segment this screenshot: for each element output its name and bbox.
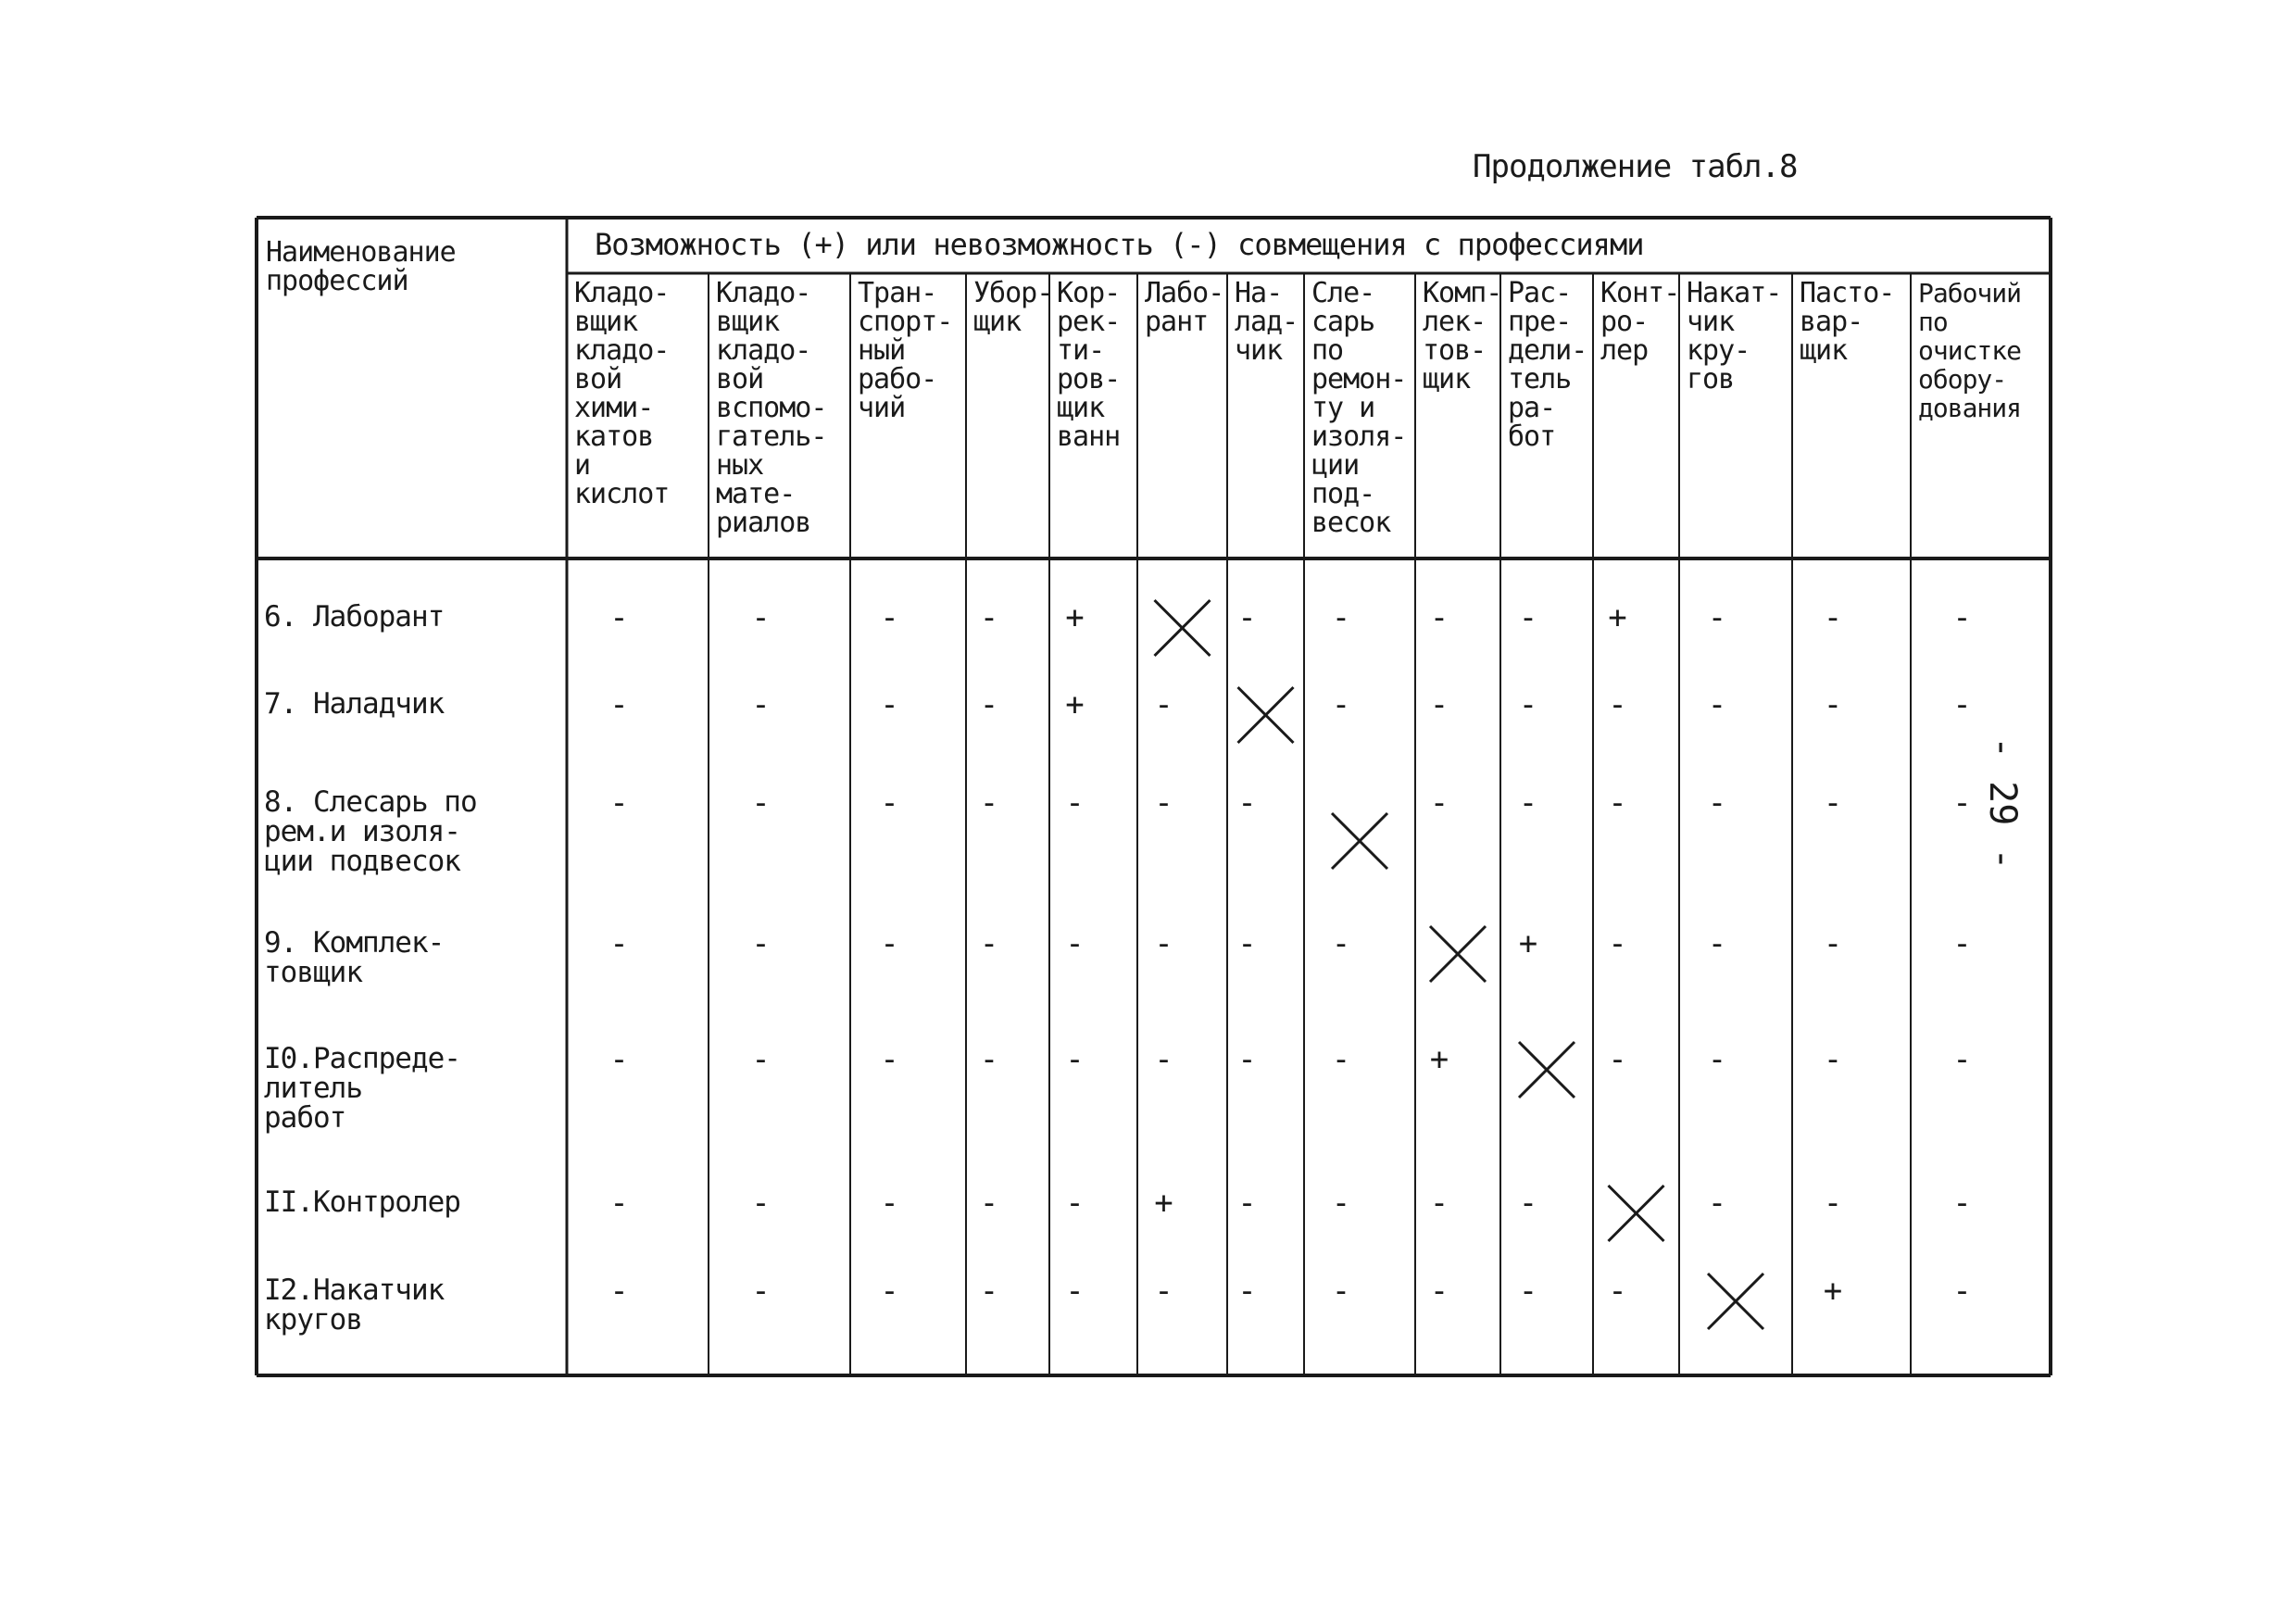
- minus-mark: -: [880, 599, 899, 636]
- minus-mark: -: [1331, 1273, 1351, 1310]
- minus-mark: -: [1518, 1273, 1538, 1310]
- minus-mark: -: [1707, 599, 1727, 636]
- first-column-header: Наименование профессий: [266, 236, 456, 297]
- row-label: 9. Комплек- товщик: [264, 926, 445, 989]
- plus-mark: +: [1823, 1273, 1843, 1310]
- plus-mark: +: [1608, 599, 1627, 636]
- minus-mark: -: [751, 784, 771, 822]
- minus-mark: -: [1952, 1041, 1972, 1078]
- minus-mark: -: [979, 686, 999, 723]
- plus-mark: +: [1065, 599, 1085, 636]
- minus-mark: -: [609, 686, 629, 723]
- minus-mark: -: [880, 686, 899, 723]
- plus-mark: +: [1154, 1185, 1173, 1222]
- column-header: Накат- чик кру- гов: [1687, 277, 1782, 395]
- minus-mark: -: [1065, 1185, 1085, 1222]
- minus-mark: -: [1608, 686, 1627, 723]
- row-label: I0.Распреде- литель работ: [264, 1042, 460, 1135]
- minus-mark: -: [880, 925, 899, 962]
- minus-mark: -: [609, 1273, 629, 1310]
- minus-mark: -: [1154, 686, 1173, 723]
- minus-mark: -: [1608, 925, 1627, 962]
- column-header: Рабочий по очистке обору- дования: [1918, 278, 2022, 423]
- column-header: Лабо- рант: [1145, 277, 1224, 338]
- minus-mark: -: [1518, 686, 1538, 723]
- minus-mark: -: [751, 1185, 771, 1222]
- minus-mark: -: [1608, 1041, 1627, 1078]
- row-label: 7. Наладчик: [264, 687, 445, 721]
- minus-mark: -: [1707, 784, 1727, 822]
- minus-mark: -: [1823, 599, 1843, 636]
- minus-mark: -: [1823, 1041, 1843, 1078]
- column-header: Рас- пре- дели- тель ра- бот: [1508, 277, 1587, 453]
- row-label: II.Контролер: [264, 1186, 460, 1219]
- self-cross-mark: [1430, 926, 1486, 982]
- minus-mark: -: [1237, 925, 1257, 962]
- minus-mark: -: [609, 1185, 629, 1222]
- minus-mark: -: [880, 784, 899, 822]
- minus-mark: -: [1154, 925, 1173, 962]
- minus-mark: -: [1429, 784, 1449, 822]
- minus-mark: -: [1518, 784, 1538, 822]
- minus-mark: -: [1331, 1041, 1351, 1078]
- minus-mark: -: [1331, 599, 1351, 636]
- column-header: Убор- щик: [973, 277, 1053, 338]
- minus-mark: -: [609, 1041, 629, 1078]
- minus-mark: -: [751, 925, 771, 962]
- minus-mark: -: [1429, 1185, 1449, 1222]
- minus-mark: -: [979, 925, 999, 962]
- minus-mark: -: [979, 784, 999, 822]
- minus-mark: -: [751, 599, 771, 636]
- minus-mark: -: [1065, 1273, 1085, 1310]
- minus-mark: -: [979, 1041, 999, 1078]
- minus-mark: -: [1823, 784, 1843, 822]
- self-cross-mark: [1519, 1042, 1575, 1098]
- plus-mark: +: [1429, 1041, 1449, 1078]
- group-header: Возможность (+) или невозможность (-) совмещения с профессиями: [595, 227, 1644, 262]
- self-cross-mark: [1708, 1274, 1763, 1329]
- minus-mark: -: [1331, 686, 1351, 723]
- page-number: - 29 -: [1981, 736, 2024, 871]
- minus-mark: -: [1331, 925, 1351, 962]
- minus-mark: -: [1237, 1041, 1257, 1078]
- minus-mark: -: [1707, 686, 1727, 723]
- column-header: Сле- сарь по ремон- ту и изоля- ции под- весок: [1311, 277, 1407, 539]
- minus-mark: -: [880, 1273, 899, 1310]
- minus-mark: -: [1518, 1185, 1538, 1222]
- row-label: I2.Накатчик кругов: [264, 1274, 445, 1337]
- minus-mark: -: [609, 784, 629, 822]
- minus-mark: -: [1237, 599, 1257, 636]
- minus-mark: -: [1331, 1185, 1351, 1222]
- minus-mark: -: [1065, 1041, 1085, 1078]
- self-cross-mark: [1609, 1186, 1664, 1241]
- plus-mark: +: [1065, 686, 1085, 723]
- minus-mark: -: [1154, 1041, 1173, 1078]
- column-header: Кор- рек- ти- ров- щик ванн: [1057, 277, 1121, 453]
- minus-mark: -: [1429, 599, 1449, 636]
- minus-mark: -: [1608, 1273, 1627, 1310]
- minus-mark: -: [1952, 784, 1972, 822]
- minus-mark: -: [609, 599, 629, 636]
- minus-mark: -: [751, 686, 771, 723]
- minus-mark: -: [1952, 686, 1972, 723]
- minus-mark: -: [1823, 1185, 1843, 1222]
- minus-mark: -: [1823, 686, 1843, 723]
- minus-mark: -: [1154, 1273, 1173, 1310]
- column-header: Кладо- вщик кладо- вой вспомо- гатель- ных мате- риалов: [716, 277, 827, 539]
- minus-mark: -: [1429, 1273, 1449, 1310]
- column-header: Тран- спорт- ный рабо- чий: [858, 277, 953, 424]
- row-label: 8. Слесарь по рем.и изоля- ции подвесок: [264, 785, 477, 878]
- minus-mark: -: [609, 925, 629, 962]
- minus-mark: -: [1608, 784, 1627, 822]
- minus-mark: -: [1237, 1273, 1257, 1310]
- minus-mark: -: [979, 1273, 999, 1310]
- minus-mark: -: [1429, 686, 1449, 723]
- minus-mark: -: [1237, 1185, 1257, 1222]
- column-header: Конт- ро- лер: [1600, 277, 1680, 367]
- minus-mark: -: [1707, 1185, 1727, 1222]
- minus-mark: -: [1707, 1041, 1727, 1078]
- minus-mark: -: [1237, 784, 1257, 822]
- minus-mark: -: [979, 1185, 999, 1222]
- minus-mark: -: [1707, 925, 1727, 962]
- minus-mark: -: [880, 1185, 899, 1222]
- column-header: Пасто- вар- щик: [1800, 277, 1895, 367]
- minus-mark: -: [1065, 784, 1085, 822]
- column-header: Комп- лек- тов- щик: [1423, 277, 1502, 395]
- minus-mark: -: [1952, 1273, 1972, 1310]
- minus-mark: -: [1518, 599, 1538, 636]
- column-header: На- лад- чик: [1235, 277, 1299, 367]
- minus-mark: -: [1065, 925, 1085, 962]
- row-label: 6. Лаборант: [264, 600, 445, 634]
- minus-mark: -: [751, 1273, 771, 1310]
- minus-mark: -: [1952, 1185, 1972, 1222]
- minus-mark: -: [1952, 925, 1972, 962]
- self-cross-mark: [1238, 687, 1294, 743]
- minus-mark: -: [1952, 599, 1972, 636]
- minus-mark: -: [1154, 784, 1173, 822]
- plus-mark: +: [1518, 925, 1538, 962]
- minus-mark: -: [880, 1041, 899, 1078]
- column-header: Кладо- вщик кладо- вой хими- катов и кислот: [574, 277, 670, 510]
- minus-mark: -: [1823, 925, 1843, 962]
- self-cross-mark: [1155, 600, 1211, 656]
- minus-mark: -: [979, 599, 999, 636]
- minus-mark: -: [751, 1041, 771, 1078]
- self-cross-mark: [1332, 813, 1387, 869]
- table-caption: Продолжение табл.8: [1473, 148, 1798, 185]
